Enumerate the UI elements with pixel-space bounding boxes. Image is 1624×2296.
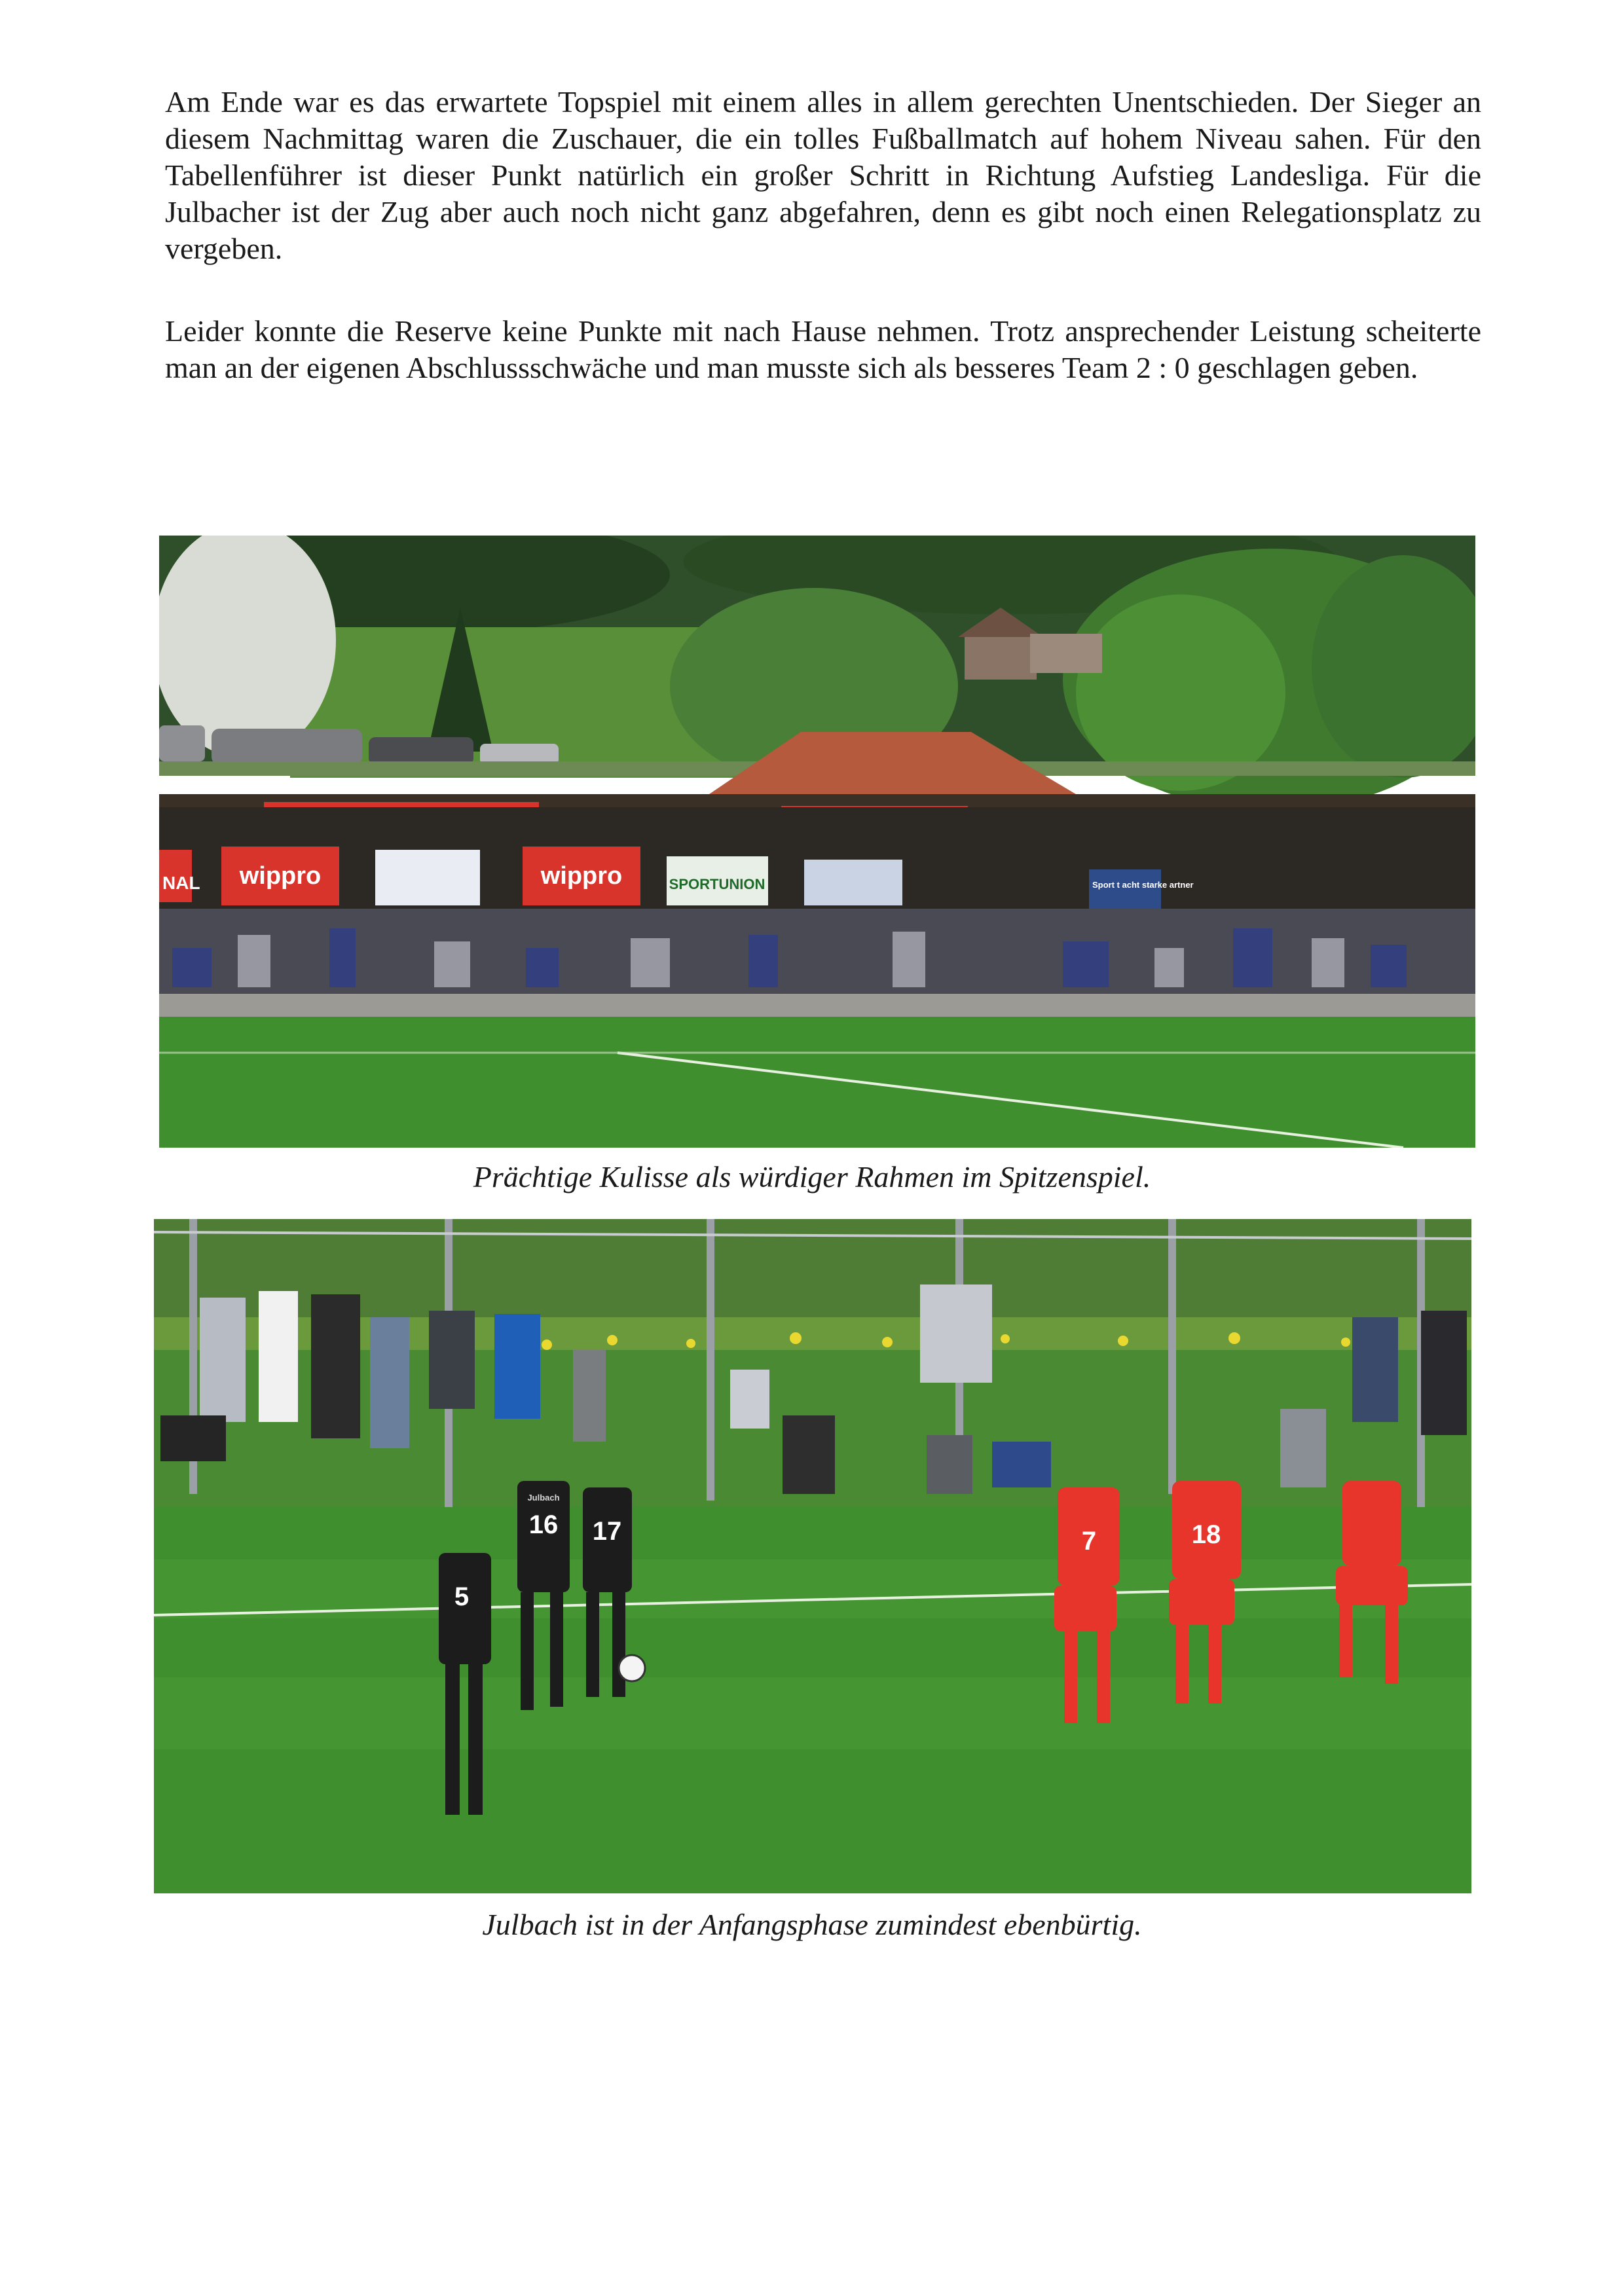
jersey-17: 17 xyxy=(592,1517,622,1546)
jersey-18: 18 xyxy=(1191,1520,1221,1549)
ad-wippro-2-text: wippro xyxy=(540,862,623,890)
stadium-illustration xyxy=(159,536,1475,1148)
paragraph-match-summary: Am Ende war es das erwartete Topspiel mit einem alles in allem gerechten Unentschieden. Der Sieger an diesem Nachmittag waren die Zuschauer, die ein tolles Fußballmatch auf hohem Niveau sahen. Für den Tabellenführer ist dieser Punkt natürlich ein großer Schritt in Richtung Aufstieg Landesliga. Für die Julbacher ist der Zug aber auch noch nicht ganz abgefahren, denn es gibt noch einen Relegationsplatz zu vergeben. xyxy=(165,85,1481,265)
caption-stadium: Prächtige Kulisse als würdiger Rahmen im Spitzenspiel. xyxy=(473,1160,1151,1194)
house xyxy=(965,634,1037,680)
jersey-7: 7 xyxy=(1081,1527,1097,1556)
pitch xyxy=(159,1017,1475,1148)
stadium-photo xyxy=(159,536,1475,1148)
ad-white xyxy=(375,850,480,905)
paragraph-reserve-result: Leider konnte die Reserve keine Punkte mit nach Hause nehmen. Trotz ansprechender Leistung scheiterte man an der eigenen Abschlussschwäche und man musste sich als besseres Team 2 : 0 geschlagen geben. xyxy=(165,314,1481,384)
crowd xyxy=(159,909,1475,1000)
ad-left-text: NAL xyxy=(162,873,200,893)
perimeter-wall xyxy=(159,994,1475,1017)
ad-right-text: Sport t acht starke artner xyxy=(1092,880,1194,890)
caption-match: Julbach ist in der Anfangsphase zumindest ebenbürtig. xyxy=(482,1908,1142,1941)
ad-wippro-1-text: wippro xyxy=(239,862,322,890)
ad-sportunion-text: SPORTUNION xyxy=(669,876,766,892)
match-illustration xyxy=(154,1219,1471,1893)
car xyxy=(159,725,205,761)
match-photo xyxy=(154,1219,1471,1893)
jersey-5: 5 xyxy=(454,1582,470,1611)
car xyxy=(369,737,473,765)
jersey-16: 16 xyxy=(528,1510,559,1539)
car xyxy=(212,729,362,765)
football xyxy=(619,1655,645,1681)
jersey-chest-text: Julbach xyxy=(527,1493,560,1503)
ad-right xyxy=(1089,869,1161,912)
